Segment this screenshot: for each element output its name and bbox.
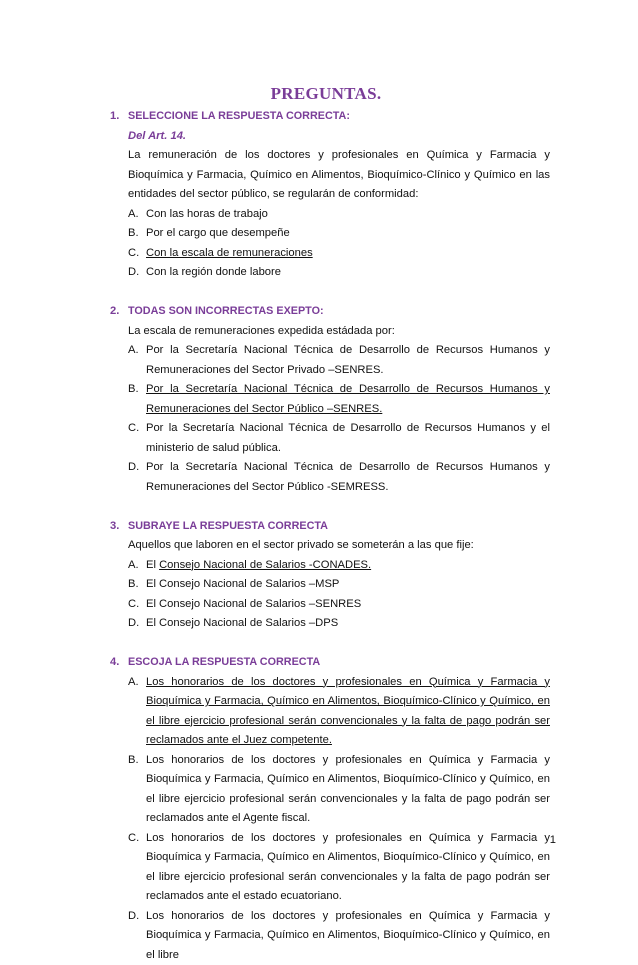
option-d	[128, 458, 550, 497]
option-text: Con la escala de remuneraciones	[146, 247, 313, 259]
option-letter: C.	[128, 595, 139, 615]
option-letter: A.	[128, 673, 139, 693]
option-a	[128, 341, 550, 380]
option-b-underlined	[128, 380, 550, 419]
option-letter: C.	[128, 419, 139, 439]
question-4	[110, 653, 550, 965]
question-text: La escala de remuneraciones expedida estádada por:	[128, 322, 550, 342]
option-b	[128, 224, 550, 244]
option-text: Los honorarios de los doctores y profesionales en Química y Farmacia y Bioquímica y Farmacia, Químico en Alimentos, Bioquímico-Clínico y Químico, en el libre ejercicio profesional serán convencionales y la falta de pago podrán ser reclamados ante el estado ecuatoriano.	[146, 832, 550, 903]
option-letter: C.	[128, 244, 139, 264]
article-reference: Del Art. 14.	[128, 127, 550, 147]
option-letter: D.	[128, 263, 139, 283]
question-number: 4.	[110, 653, 126, 673]
page-number: 1	[536, 834, 556, 846]
option-letter: D.	[128, 614, 139, 634]
question-number: 3.	[110, 517, 126, 537]
option-letter: B.	[128, 575, 139, 595]
option-letter: B.	[128, 380, 139, 400]
option-text: El Consejo Nacional de Salarios –MSP	[146, 578, 339, 590]
option-a-underlined	[128, 556, 550, 576]
option-d	[128, 263, 550, 283]
option-letter: A.	[128, 341, 139, 361]
option-d	[128, 614, 550, 634]
option-text: Consejo Nacional de Salarios -CONADES.	[159, 559, 371, 571]
option-letter: B.	[128, 751, 139, 771]
option-letter: D.	[128, 907, 139, 927]
option-text: Con la región donde labore	[146, 266, 281, 278]
question-2	[110, 302, 550, 497]
question-heading: SELECCIONE LA RESPUESTA CORRECTA:	[128, 107, 550, 127]
option-c-underlined	[128, 244, 550, 264]
option-text: Los honorarios de los doctores y profesionales en Química y Farmacia y Bioquímica y Farmacia, Químico en Alimentos, Bioquímico-Clínico y Químico, en el libre ejercicio profesional serán convencionales y la falta de pago podrán ser reclamados ante el Agente fiscal.	[146, 754, 550, 825]
question-number: 1.	[110, 107, 126, 127]
option-text: Por el cargo que desempeñe	[146, 227, 290, 239]
option-a	[128, 205, 550, 225]
option-text: Con las horas de trabajo	[146, 208, 268, 220]
question-heading: TODAS SON INCORRECTAS EXEPTO:	[128, 302, 550, 322]
option-a-underlined	[128, 673, 550, 751]
question-text: Aquellos que laboren en el sector privado se someterán a las que fije:	[128, 536, 550, 556]
page-title: PREGUNTAS.	[0, 84, 638, 104]
option-b	[128, 575, 550, 595]
option-b	[128, 751, 550, 829]
option-text: Por la Secretaría Nacional Técnica de Desarrollo de Recursos Humanos y Remuneraciones del Sector Público -SEMRESS.	[146, 461, 550, 493]
option-prefix: El	[146, 559, 159, 571]
question-list	[110, 107, 550, 965]
option-d	[128, 907, 550, 965]
option-letter: A.	[128, 556, 139, 576]
option-letter: B.	[128, 224, 139, 244]
option-text: Los honorarios de los doctores y profesionales en Química y Farmacia y Bioquímica y Farmacia, Químico en Alimentos, Bioquímico-Clínico y Químico, en el libre ejercicio profesional serán convencionales y la falta de pago podrán ser reclamados ante el Juez competente.	[146, 676, 550, 747]
question-text: La remuneración de los doctores y profesionales en Química y Farmacia y Bioquímica y Farmacia, Químico en Alimentos, Bioquímico-Clínico y Químico en las entidades del sector público, se regularán de conformidad:	[128, 146, 550, 205]
option-text: El Consejo Nacional de Salarios –DPS	[146, 617, 338, 629]
option-text: Por la Secretaría Nacional Técnica de Desarrollo de Recursos Humanos y Remuneraciones del Sector Privado –SENRES.	[146, 344, 550, 376]
question-3	[110, 517, 550, 634]
option-text: El Consejo Nacional de Salarios –SENRES	[146, 598, 361, 610]
option-letter: D.	[128, 458, 139, 478]
option-c	[128, 419, 550, 458]
question-1	[110, 107, 550, 283]
option-text: Por la Secretaría Nacional Técnica de Desarrollo de Recursos Humanos y el ministerio de salud pública.	[146, 422, 550, 454]
option-c	[128, 595, 550, 615]
option-text: Los honorarios de los doctores y profesionales en Química y Farmacia y Bioquímica y Farmacia, Químico en Alimentos, Bioquímico-Clínico y Químico, en el libre	[146, 910, 550, 961]
option-text: Por la Secretaría Nacional Técnica de Desarrollo de Recursos Humanos y Remuneraciones del Sector Público –SENRES.	[146, 383, 550, 415]
option-letter: C.	[128, 829, 139, 849]
question-number: 2.	[110, 302, 126, 322]
question-heading: SUBRAYE LA RESPUESTA CORRECTA	[128, 517, 550, 537]
option-c	[128, 829, 550, 907]
question-heading: ESCOJA LA RESPUESTA CORRECTA	[128, 653, 550, 673]
option-letter: A.	[128, 205, 139, 225]
